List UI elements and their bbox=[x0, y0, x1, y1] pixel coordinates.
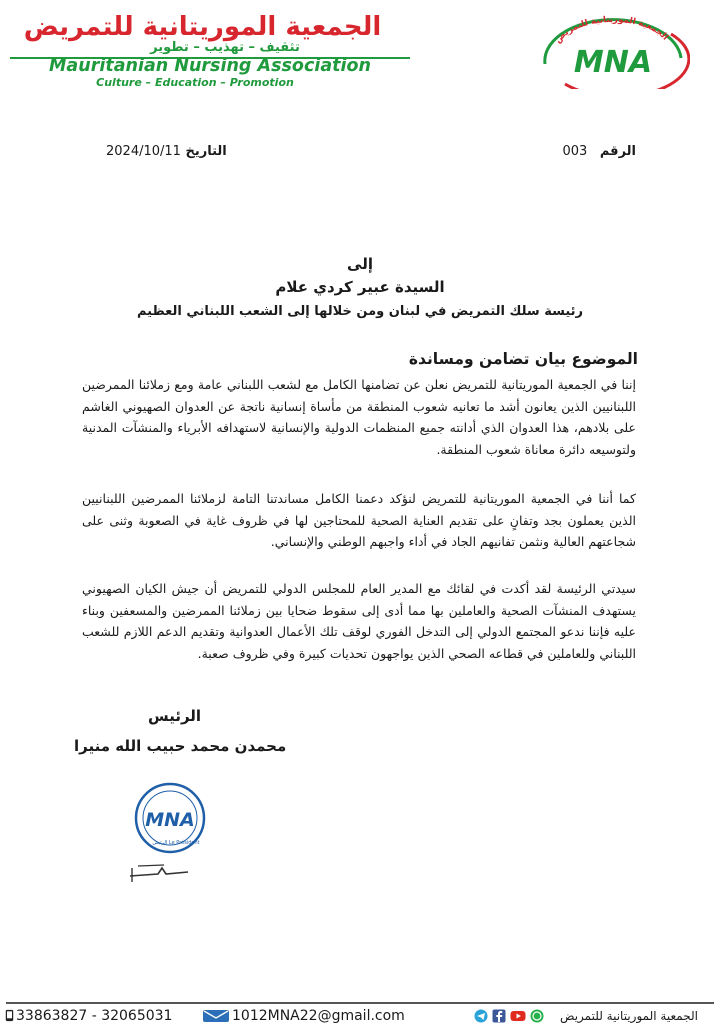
signatory-name: محمدن محمد حبيب الله منيرا bbox=[74, 737, 287, 755]
reference-number bbox=[563, 144, 637, 159]
facebook-icon bbox=[492, 1009, 506, 1023]
email-icon bbox=[202, 1009, 230, 1023]
addressee-role: رئيسة سلك التمريض في لبنان ومن خلالها إلى الشعب اللبناني العظيم bbox=[136, 304, 584, 319]
footer-email: 1012MNA22@gmail.com bbox=[232, 1008, 405, 1024]
telegram-icon bbox=[474, 1009, 488, 1023]
page-footer bbox=[0, 1002, 720, 1028]
youtube-icon bbox=[510, 1009, 526, 1023]
footer-phones: 33863827 - 32065031 bbox=[16, 1008, 173, 1024]
body-paragraph: كما أننا في الجمعية الموريتانية للتمريض لنؤكد دعمنا الكامل مساندتنا التامة لزملائنا الممرضين اللبنانيين الذين يعملون بجد وتفانٍ على تقديم العناية الصحية للمحتاجين لها في ظروف غاية في الصعوبة وثنى على شجاعتهم العالية ونثمن تفانيهم الجاد في أداء واجبهم الوطني والإنساني. bbox=[82, 491, 636, 549]
mna-logo bbox=[535, 14, 690, 89]
stamp-caption: الرئيس Le Président bbox=[152, 840, 200, 846]
body-paragraph: إننا في الجمعية الموريتانية للتمريض نعلن عن تضامنها الكامل مع لشعب اللبناني عامة ومع زملائنا الممرضين اللبنانيين الذين يعانون أشد ما تعانيه شعوب المنطقة من مأساة إنسانية ناتجة عن العدوان الصهيوني الغاشم على بلادهم، هذا العدوان الذي أدانته جميع المنظمات الدولية والإنسانية لاستهدافه الأبرياء والمنشآت المدنية ولتوسيعه دائرة معاناة شعوب المنطقة. bbox=[82, 377, 636, 457]
addressee-to: إلى bbox=[347, 255, 373, 273]
header-tagline-en: Culture – Education – Promotion bbox=[96, 76, 294, 89]
footer-org-name: الجمعية الموريتانية للتمريض bbox=[560, 1009, 698, 1023]
letter-subject: الموضوع بيان تضامن ومساندة bbox=[408, 350, 638, 368]
header-title-en: Mauritanian Nursing Association bbox=[49, 56, 371, 76]
phone-icon bbox=[3, 1009, 16, 1022]
header-tagline-ar: تثقيف – تهذيب – تطوير bbox=[150, 40, 300, 55]
body-paragraph: سيدتي الرئيسة لقد أكدت في لقائك مع المدير العام للمجلس الدولي للتمريض أن جيش الكيان الصهيوني يستهدف المنشآت الصحية والعاملين بها مما أدى إلى سقوط ضحايا بين زملائنا الممرضين والمسعفين وبناء عليه فإننا ندعو المجتمع الدولي إلى التدخل الفوري لوقف تلك الأعمال العدوانية وتقديم الدعم اللازم للشعب اللبناني وللعاملين في قطاعه الصحي الذين يواجهون تحديات كبيرة وفي ظروف صعبة. bbox=[82, 581, 636, 661]
reference-value: 003 bbox=[562, 144, 588, 159]
svg-text:الجمعية الموريتانية للتمريض bbox=[553, 15, 670, 46]
date-value: 2024/10/11 bbox=[106, 144, 181, 159]
addressee-name: السيدة عبير كردي علام bbox=[275, 278, 445, 296]
logo-letters: MNA bbox=[573, 45, 653, 80]
letter-date bbox=[100, 144, 227, 159]
header-title-ar: الجمعية الموريتانية للتمريض bbox=[23, 12, 382, 42]
signature-title: الرئيس bbox=[148, 707, 202, 725]
official-stamp bbox=[118, 778, 228, 888]
date-label: التاريخ bbox=[185, 144, 227, 159]
stamp-letters: MNA bbox=[145, 809, 195, 831]
whatsapp-icon bbox=[530, 1009, 544, 1023]
logo-arc-text: الجمعية الموريتانية للتمريض bbox=[553, 14, 671, 46]
reference-label: الرقم bbox=[599, 144, 636, 159]
footer-divider bbox=[6, 1002, 714, 1004]
